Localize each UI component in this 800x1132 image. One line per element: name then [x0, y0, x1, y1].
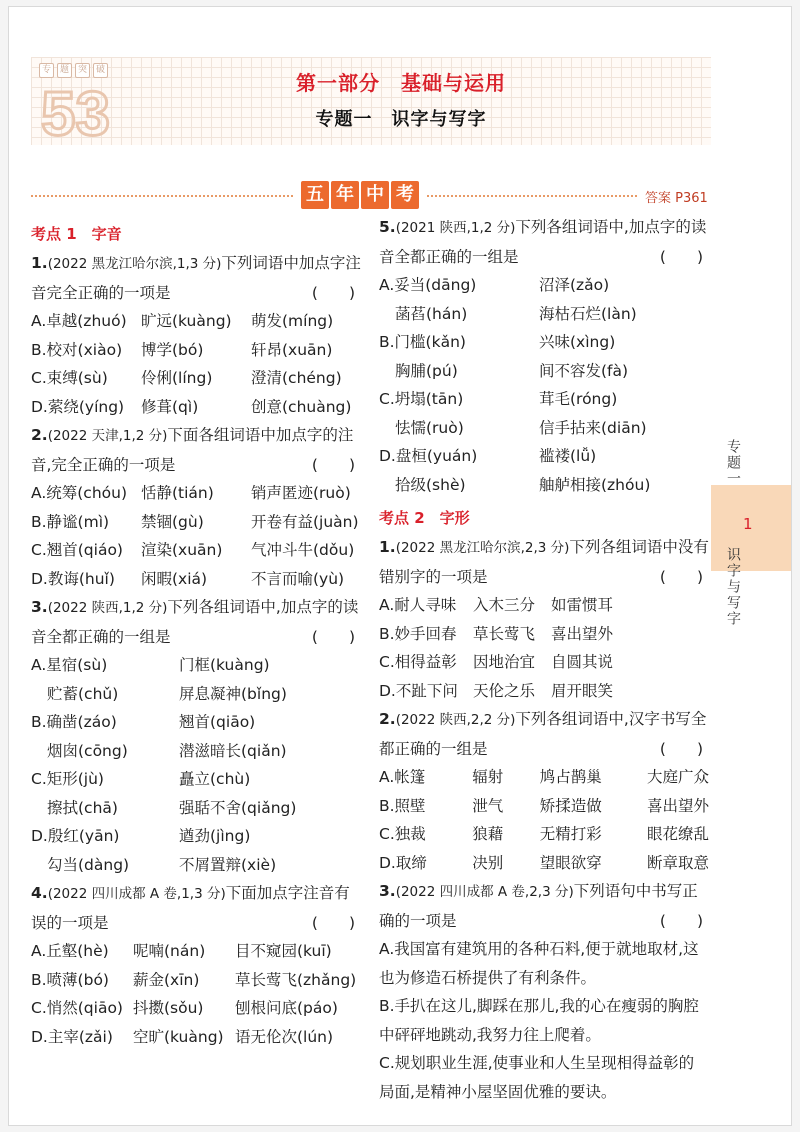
option-row: [379, 792, 709, 821]
option-item: 呢喃(nán): [133, 942, 206, 960]
question-stem: [31, 593, 361, 651]
stem-part: 下列各组词语中,加点字的读音全都正确的一组是: [379, 218, 707, 266]
option-item: 勾当(dàng): [47, 855, 130, 874]
option-row: [379, 385, 709, 414]
stem-part: 1.: [379, 538, 396, 556]
option-item: 海枯石烂(làn): [539, 304, 637, 323]
left-column: [31, 219, 361, 1051]
option-item: 入木三分: [473, 596, 536, 614]
question-glyph-1: [379, 533, 709, 705]
answer-paren[interactable]: ( ): [659, 247, 703, 266]
option-item: 望眼欲穿: [539, 853, 602, 872]
option-row: [31, 307, 361, 336]
option-item: 胸脯(pú): [395, 361, 458, 380]
option-row: [379, 414, 709, 443]
option-item: 断章取意: [646, 853, 709, 872]
stem-part: 下列各组词语中,加点字的读音全都正确的一组是: [31, 598, 359, 646]
answer-paren[interactable]: ( ): [659, 911, 703, 930]
option-item: D.殷红(yān): [31, 827, 120, 845]
logo-tag: 题: [57, 63, 72, 78]
option-item: 决别: [472, 853, 504, 872]
option-item: 贮蓄(chǔ): [47, 684, 119, 703]
option-item: 鸠占鹊巢: [539, 768, 602, 786]
option-row: [31, 937, 361, 966]
option-item: 草长莺飞: [473, 624, 536, 643]
question-2: [31, 421, 361, 593]
option-paragraph: B.手扒在这儿,脚踩在那儿,我的心在瘦弱的胸腔中砰砰地跳动,我努力往上爬着。: [379, 997, 699, 1044]
option-item: 目不窥园(kuī): [235, 942, 332, 960]
option-row: [379, 300, 709, 329]
logo-tag: 破: [93, 63, 108, 78]
question-stem: [31, 249, 361, 307]
question-stem: [379, 705, 709, 763]
option-item: 澄清(chéng): [251, 369, 342, 387]
stem-part: 3.: [31, 598, 48, 616]
option-row: [31, 794, 361, 823]
answer-reference[interactable]: 答案 P361: [645, 191, 708, 206]
question-3: [31, 593, 361, 879]
option-item: B.妙手回春: [379, 624, 457, 643]
option-item: B.静谧(mì): [31, 512, 110, 531]
option-item: 无精打彩: [539, 825, 602, 843]
option-item: 矫揉造做: [539, 796, 602, 815]
stem-part: (2022 陕西,1,2 分): [47, 600, 168, 616]
stem-part: 下列词语中加点字注音完全正确的一项是: [31, 254, 361, 302]
logo-number: 53: [41, 80, 110, 145]
option-item: 禁锢(gù): [141, 512, 204, 531]
stem-part: (2022 四川成都 A 卷,2,3 分): [395, 884, 574, 900]
banner-char: 中: [361, 181, 389, 209]
option-row: [379, 677, 709, 706]
option-item: 辐射: [472, 768, 504, 786]
option-item: 翘首(qiāo): [179, 713, 256, 731]
option-item: 擦拭(chā): [47, 798, 118, 817]
question-stem: [31, 421, 361, 479]
option-item: A.帐篷: [379, 768, 426, 786]
option-row: [31, 822, 361, 851]
answer-paren[interactable]: ( ): [659, 567, 703, 586]
option-item: C.坍塌(tān): [379, 390, 464, 408]
option-item: 开卷有益(juàn): [251, 512, 359, 531]
option-row: [31, 651, 361, 680]
option-item: A.妥当(dāng): [379, 276, 477, 294]
option-row: [379, 820, 709, 849]
option-item: 薪金(xīn): [133, 970, 200, 989]
option-item: 萌发(míng): [251, 312, 334, 330]
stem-part: 5.: [379, 218, 396, 236]
five-year-exam-banner: [301, 181, 419, 209]
option-item: A.耐人寻味: [379, 596, 457, 614]
option-item: D.萦绕(yíng): [31, 397, 125, 416]
option-row: [379, 471, 709, 500]
option-row: [31, 508, 361, 537]
option-item: C.独裁: [379, 825, 426, 843]
option-row: [31, 393, 361, 422]
option-item: 舳舻相接(zhóu): [539, 475, 651, 494]
option-item: 语无伦次(lún): [235, 1027, 334, 1046]
option-row: [31, 966, 361, 995]
question-stem: [379, 877, 709, 935]
option-item: 眼花缭乱: [646, 825, 709, 843]
option-row: [31, 851, 361, 880]
option-row: [379, 648, 709, 677]
option-row: [31, 336, 361, 365]
option-item: D.取缔: [379, 853, 427, 872]
right-column: [379, 213, 709, 1106]
answer-paren[interactable]: ( ): [311, 283, 355, 302]
stem-part: 下列语句中书写正确的一项是: [379, 882, 698, 930]
option-item: 大庭广众: [646, 768, 709, 786]
question-glyph-3: [379, 877, 709, 1106]
option-item: 旷远(kuàng): [141, 312, 232, 330]
question-4: [31, 879, 361, 1051]
stem-part: 3.: [379, 882, 396, 900]
option-row: [31, 680, 361, 709]
option-item: 褴褛(lǚ): [539, 447, 597, 465]
answer-paren[interactable]: ( ): [311, 455, 355, 474]
option-row: [31, 708, 361, 737]
dotted-divider-right: [427, 195, 637, 197]
option-item: 恬静(tián): [141, 484, 214, 502]
side-section-label: 识字与写字: [725, 547, 741, 627]
option-item: A.星宿(sù): [31, 656, 108, 674]
option-item: 抖擞(sǒu): [133, 999, 204, 1017]
option-item: 自圆其说: [551, 653, 614, 671]
answer-paren[interactable]: ( ): [311, 913, 355, 932]
option-item: 如雷惯耳: [551, 596, 614, 614]
option-item: C.矩形(jù): [31, 770, 104, 788]
logo-tag: 专: [39, 63, 54, 78]
option-paragraph: C.规划职业生涯,使事业和人生呈现相得益彰的局面,是精神小屋坚固优雅的要诀。: [379, 1054, 695, 1101]
topic-title: 专题一 识字与写字: [315, 109, 487, 130]
option-item: C.束缚(sù): [31, 369, 108, 387]
option-paragraph: A.我国富有建筑用的各种石料,便于就地取材,这也为修造石桥提供了有利条件。: [379, 940, 699, 987]
option-item: 强聒不舍(qiǎng): [179, 798, 297, 817]
option-item: 矗立(chù): [179, 770, 251, 788]
stem-part: (2022 黑龙江哈尔滨,1,3 分): [47, 256, 222, 272]
option-item: A.统筹(chóu): [31, 484, 128, 502]
option-row: [379, 591, 709, 620]
option-row: [379, 763, 709, 792]
question-5: [379, 213, 709, 499]
answer-paren[interactable]: ( ): [311, 627, 355, 646]
question-1: [31, 249, 361, 421]
option-row: [31, 479, 361, 508]
option-item: 不言而喻(yù): [251, 569, 345, 588]
option-item: B.确凿(záo): [31, 713, 117, 731]
stem-part: 2.: [379, 710, 396, 728]
stem-part: 下列各组词语中没有错别字的一项是: [379, 538, 709, 586]
option-item: D.教诲(huǐ): [31, 569, 115, 588]
option-row: [379, 620, 709, 649]
option-item: 创意(chuàng): [251, 397, 352, 416]
stem-part: 4.: [31, 884, 48, 902]
option-item: B.校对(xiào): [31, 340, 123, 359]
page-number: 1: [743, 515, 753, 533]
logo-tag: 突: [75, 63, 90, 78]
option-item: B.照壁: [379, 796, 426, 815]
option-item: 草长莺飞(zhǎng): [235, 970, 357, 989]
stem-part: (2022 黑龙江哈尔滨,2,3 分): [395, 540, 570, 556]
option-item: 喜出望外: [646, 796, 709, 815]
option-item: 烟囱(cōng): [47, 741, 128, 760]
page: [8, 6, 792, 1126]
option-item: 博学(bó): [141, 340, 204, 359]
stem-part: (2022 天津,1,2 分): [47, 428, 168, 444]
option-row: [379, 442, 709, 471]
stem-part: (2022 四川成都 A 卷,1,3 分): [47, 886, 226, 902]
option-row: [31, 536, 361, 565]
option-row: [379, 357, 709, 386]
option-row: [379, 328, 709, 357]
question-stem: [379, 533, 709, 591]
banner-char: 考: [391, 181, 419, 209]
option-row: [31, 1023, 361, 1052]
option-item: A.卓越(zhuó): [31, 312, 127, 330]
option-item: 遒劲(jìng): [179, 827, 251, 845]
answer-paren[interactable]: ( ): [659, 739, 703, 758]
option-item: 门框(kuàng): [179, 656, 270, 674]
option-item: 修葺(qì): [141, 397, 199, 416]
option-item: 茸毛(róng): [539, 390, 618, 408]
stem-part: 2.: [31, 426, 48, 444]
option-item: 拾级(shè): [395, 475, 466, 494]
option-item: 兴味(xìng): [539, 333, 616, 351]
dotted-divider-left: [31, 195, 293, 197]
stem-part: (2022 陕西,2,2 分): [395, 712, 516, 728]
option-row: [31, 994, 361, 1023]
stem-part: (2021 陕西,1,2 分): [395, 220, 516, 236]
stem-part: 1.: [31, 254, 48, 272]
question-glyph-2: [379, 705, 709, 877]
option-row: [31, 364, 361, 393]
option-item: 销声匿迹(ruò): [251, 484, 351, 502]
option-item: 伶俐(líng): [141, 369, 213, 387]
option-row: [379, 849, 709, 878]
option-item: C.悄然(qiāo): [31, 999, 123, 1017]
option-item: B.门槛(kǎn): [379, 333, 466, 351]
option-item: 怯懦(ruò): [395, 418, 464, 437]
option-item: 渲染(xuān): [141, 541, 223, 559]
option-item: 信手拈来(diān): [539, 418, 647, 437]
option-item: 空旷(kuàng): [133, 1027, 224, 1046]
option-item: A.丘壑(hè): [31, 942, 109, 960]
option-item: 闲暇(xiá): [141, 569, 208, 588]
option-item: 不屑置辩(xiè): [179, 855, 277, 874]
option-row: [31, 565, 361, 594]
option-item: 间不容发(fà): [539, 361, 629, 380]
option-item: 潜滋暗长(qiǎn): [179, 741, 287, 760]
option-item: 泄气: [472, 796, 504, 815]
option-item: C.翘首(qiáo): [31, 541, 123, 559]
option-row: [379, 271, 709, 300]
question-stem: [379, 213, 709, 271]
option-item: B.喷薄(bó): [31, 970, 109, 989]
side-topic-label: 专题一: [725, 439, 741, 487]
option-item: 菡萏(hán): [395, 304, 468, 323]
option-item: C.相得益彰: [379, 653, 457, 671]
part-title: 第一部分 基础与运用: [296, 71, 506, 95]
option-item: 天伦之乐: [473, 681, 536, 700]
option-item: 沼泽(zǎo): [539, 276, 610, 294]
option-item: 喜出望外: [551, 624, 614, 643]
banner-char: 年: [331, 181, 359, 209]
banner-char: 五: [301, 181, 329, 209]
option-item: D.盘桓(yuán): [379, 447, 478, 465]
option-item: 眉开眼笑: [551, 681, 614, 700]
option-item: 刨根问底(páo): [235, 999, 338, 1017]
question-stem: [31, 879, 361, 937]
option-item: 气冲斗牛(dǒu): [251, 541, 355, 559]
option-item: 因地治宜: [473, 653, 536, 671]
stem-part: 下列各组词语中,汉字书写全都正确的一组是: [379, 710, 707, 758]
section-heading-pronunciation: 考点 1 字音: [31, 225, 122, 243]
option-item: 狼藉: [472, 825, 504, 843]
stem-part: 下面加点字注音有误的一项是: [31, 884, 350, 932]
option-item: D.不趾下问: [379, 681, 458, 700]
option-row: [31, 737, 361, 766]
option-item: 轩昂(xuān): [251, 340, 333, 359]
section-heading-glyph: 考点 2 字形: [379, 509, 470, 527]
option-item: 屏息凝神(bǐng): [179, 684, 287, 703]
stem-part: 下面各组词语中加点字的注音,完全正确的一项是: [31, 426, 354, 474]
option-row: [31, 765, 361, 794]
option-item: D.主宰(zǎi): [31, 1027, 113, 1046]
